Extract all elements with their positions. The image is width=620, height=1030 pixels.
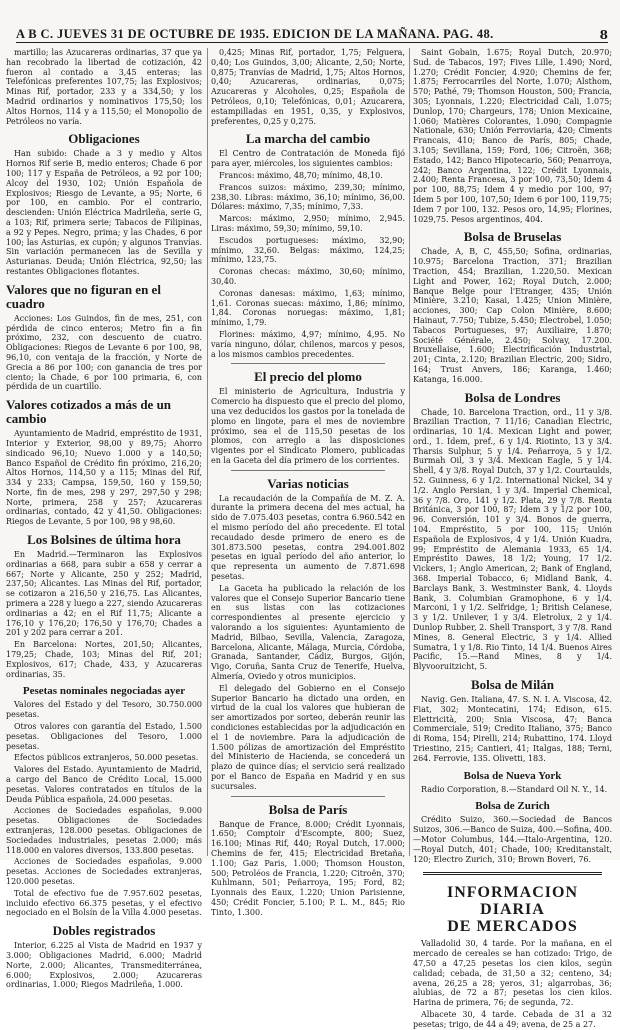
article-text: En Madrid.—Terminaron las Explosivos ordinarias a 668, para subir a 658 y cerrar a 667; Norte y Alicante, 250 y 252; Madrid, 237,50; Alicantes. Las Minas del Rif, portador, se cotizaron a 216,50 y 216,75. Las Alicantes, primera a 228 y luego a 227, siendo Azucareras ordinarias a 42; en el Rif 11,75; Alicante a 176,10 y 176,20; 176,50 y 176,70; Chades a 201 y 202 para cerrar a 201. — [6, 550, 202, 638]
section-heading: Bolsa de Bruselas — [463, 229, 562, 245]
divider — [231, 796, 385, 797]
article-text: La recaudación de la Compañía de M. Z. A. durante la primera decena del mes actual, ha sido de 7.075.403 pesetas, contra 6.960.542 en el mismo período del año precedente. El total recaudado desde primero de enero es de 301.873.500 pesetas, contra 294.001.802 pesetas en igual período del año anterior, lo que representa un aumento de 7.871.698 pesetas. — [211, 493, 405, 582]
article-text: Valores del Estado y del Tesoro, 30.750.000 pesetas. — [6, 700, 202, 720]
article-text: Albacete 30, 4 tarde. Cebada de 31 a 32 pesetas; trigo, de 44 a 49; avena, de 25 a 27. — [413, 1009, 612, 1029]
article-text: Chade, 10. Barcelona Traction, ord., 11 y 3/8. Brazilian Traction, 7 11/16; Canadian Electric, ordinarias, 10 1/4. Mexican Light and power, ord., 1. Ídem, pref., 6 y 1/4. Riotinto, 13 y 3/4. Tharsis Sulphur, 5 y 1/4. Peñarroya, 5 y 1/2. Burmah Oil, 3 y 3/4. Mexican Eagle, 5 y 1/4. Shell, 4 y 3/8. Royal Dutch, 37 y 1/2. Courtaulds, 52. Guinness, 6 y 1/2. International Nickel, 34 y 1/2. Anglo Persian, 1 y 3/4. Imperial Chemical, 36 y 7/8. Oro, 141 y 1/2. Plata, 29 y 7/8. Renta Británica, 3 por 100, 87; Idem 3 y 1/2 por 100, 96. Conversión, 101 y 3/4. Bonos de guerra, 104. Empréstito, 5 por 100, 115; Unión Española de Explosivos, 4 y 1/4. Unión Kuadra, 99; Empréstito de Alemania 1933, 65 1/4. Empréstito Dawes, 18 1/2; Young, 17 1/2. Vickers, 1; Anglo American, 2; Bank of England, 368. Imperial Tobacco, 6; Midland Bank, 4. Barclays Bank, 3. Westminster Bank, 4. Lloyds Bank, 3. Columbian Gramophone, 6 y 1/4. Marconi, 1 y 1/2. Selfridge, 1; British Celanese, 3 y 1/2. Unilever, 1 y 3/4. Eletrolux, 2 y 1/4. Dunlop Rubber, 2. Shell Transport, 3 y 7/8. Rand Mines, 8. General Electric, 3 y 1/4. Allied Sumatra, 1 y 1/8. Rio Tinto, 14 1/4. Buenos Aires Pacific, 15.—Rand Mines, 8 y 1/4. Blyvooruitzicht, 5. — [413, 407, 612, 672]
section-heading: Bolsa de Zurich — [475, 800, 550, 813]
column-rule — [409, 48, 410, 856]
section-heading: Dobles registrados — [52, 923, 156, 939]
section-heading: Bolsa de Nueva York — [463, 769, 562, 782]
article-text: Francos: máximo, 48,70; mínimo, 48,10. — [219, 170, 383, 180]
article-text: Crédito Suizo, 360.—Sociedad de Bancos Suizos, 306.—Banco de Suiza, 400.—Sofina, 400.—Motor Columbus, 144.—Italo-Argentina, 120.—Royal Dutch, 401; Chade, 100; Kreditanstalt, 120; Electro Zurich, 310; Brown Boveri, 76. — [413, 815, 612, 864]
section-heading: Bolsa de París — [268, 801, 348, 817]
article-text: En Barcelona: Nortes, 201,50; Alicantes, 179,25; Chade, 103; Minas del Rif, 201; Explosivos, 617; Chade, 433, y Azucareras ordinarias, 35. — [6, 640, 202, 679]
masthead-line-1: INFORMACION DIARIA — [447, 884, 578, 919]
page-header — [16, 20, 608, 43]
article-text: La Gaceta ha publicado la relación de los valores que el Consejo Superior Bancario tiene en sus listas con las cotizaciones correspondientes al presente ejercicio y valorando a los siguientes: Ayuntamiento de Madrid, Bilbao, Sevilla, Valencia, Zaragoza, Barcelona, Alicante, Málaga, Murcia, Córdoba, Granada, Santander, Cádiz, Burgos, Gijón, Vigo, Coruña, Santa Cruz de Tenerife, Huelva, Almería, Oviedo y otros municipios. — [211, 583, 405, 682]
article-text: Radio Corporation, 8.—Standard Oil N. Y., 14. — [421, 784, 608, 794]
article-text: Florines: máximo, 4,97; mínimo, 4,95. No varía ninguno, dólar, chilenos, marcos y pesos, a los mismos cambios precedentes. — [211, 329, 405, 359]
section-heading: Pesetas nominales negociadas ayer — [22, 685, 186, 698]
section-heading: Valores que no figuran en el cuadro — [6, 281, 161, 311]
article-text: Acciones de Sociedades españolas, 9.000 pesetas. Obligaciones de Sociedades extranjeras, 128.000 pesetas. Obligaciones de Sociedades industriales, pesetas 2.000; más 118.000 en valores diversos, 133.800 pesetas. — [6, 806, 202, 855]
article-text: Han subido: Chade a 3 y medio y Altos Hornos Rif serie B, medio enteros; Chade 6 por 100; 117 y España de Petróleos, a 92 por 100; Alcoy del 1930, 102; Unión Española de Explosivos; Riesgo de Levante, a 95; Norte, 6 por 100, en cambio. Por el contrario, descienden: Unión Eléctrica Madrileña, serie G, a 103; Rif, primera serie; Tabacos de Filipinas, a 92 y Pepes. Negro, prima; y las Chades, 6 por 100; las Asturias, ex cupón; y algunos Tranvías. Sin variación permanecen las de Sevilla y Asturianas. Deuda; Unión Eléctrica, 92,50; las restantes Obligaciones flotantes. — [6, 149, 202, 276]
section-heading: El precio del plomo — [254, 369, 362, 385]
article-text: El Centro de Contratación de Moneda fijó para ayer, miércoles, los siguientes cambios: — [211, 149, 405, 169]
article-text: Efectos públicos extranjeros, 50.000 pesetas. — [14, 753, 199, 763]
article-text: Acciones: Los Guindos, fin de mes, 251, con pérdida de cinco enteros; Metro fin a fin próximo, 232, con descuento de cuatro. Obligaciones: Riegos de Levante 6 por 100, 98, 96,10, con ventaja de la fracción, y Norte de Grecia a 86 por 100; con ganancia de tres por ciento; la Chade, 6 por 100 primaria, 6, con pérdida de un cuartillo. — [6, 313, 202, 392]
article-text: Chade, A, B, C, 455,50; Sofina, ordinarias, 10.975; Barcelona Traction, 371; Brazilian Traction, 454; Brazilian, 1.220,50. Mexican Light and Power, 162; Royal Dutch, 2.000; Banque Belge pour l'Etranger, 435; Unión Minière, 3.210; Kasai, 1.425; Union Minière, acciones, 300; Cap Colon Minière, 8.600; Hainaut, 7.750; Tubize, 5.450; Electrobel, 1.050; Tabacos Portugueses, 97; Auxiliaire, 1.870; Société Générale, 2.450; Solvay, 17.200. Bruxellaise, 1.600; Electrificación Industrial, 201; Cinta, 2.120; Brazilian Electric, 200; Sidro, 164; Trust Anvers, 186; Karanga, 1.460; Katanga, 16.000. — [413, 247, 612, 384]
article-text: Otros valores con garantía del Estado, 1.500 pesetas. Obligaciones del Tesoro, 1.000 pesetas. — [6, 722, 202, 751]
article-text: El delegado del Gobierno en el Consejo Superior Bancario ha dictado una orden, en virtud de la cual los valores que hubieran de ser amortizados por sorteo, deberán reunir las condiciones establecidas por la adjudicación en el 1 de noviembre. Para la adjudicación de 1.500 pólizas de amortización del Empréstito del Ministerio de Hacienda, se concederá un plazo de quince días; el servicio será realizado por el Banco de España en Madrid y en sus sucursales. — [211, 683, 405, 791]
column-3 — [413, 48, 612, 1029]
divider — [231, 470, 385, 471]
article-text: Coronas danesas: máximo, 1,63; mínimo, 1,61. Coronas suecas: máximo, 1,86; mínimo, 1,84. Coronas noruegas: máximo, 1,81; mínimo, 1,79. — [211, 288, 405, 328]
article-text: Total de efectivo fue de 7.957.602 pesetas, incluido efectivo 66.375 pesetas, y el efectivo negociado en el Bolsín de la Villa 4.000 pesetas. — [6, 888, 202, 918]
market-masthead — [413, 872, 612, 935]
article-text: Escudos portugueses: máximo, 32,90; mínimo, 32,60. Belgas: máximo, 124,25; mínimo, 123,75. — [211, 235, 405, 265]
section-heading: Bolsa de Milán — [470, 677, 555, 693]
section-heading: Obligaciones — [68, 131, 140, 147]
article-text: Coronas checas: máximo, 30,60; mínimo, 30,40. — [211, 267, 405, 286]
article-text: Valladolid 30, 4 tarde. Por la mañana, en el mercado de cereales se han cotizado: Trigo, de 47,50 a 47,25 pesetas los cien kilos, según calidad; cebada, de 31,50 a 32; centeno, 34; avena, 26,25 a 28; yeros, 31; algarrobas, 36; alubias, de 72 a 87; pesetas los cien kilos. Harina de primera, 76; de segunda, 72. — [413, 939, 612, 1008]
page-number: 8 — [599, 28, 608, 42]
article-text: Acciones de Sociedades españolas, 9.000 pesetas. Acciones de Sociedades extranjeras, 120.000 pesetas. — [6, 857, 202, 886]
column-1 — [6, 48, 202, 990]
article-text: Valores del Estado. Ayuntamiento de Madrid, a cargo del Banco de Crédito Local, 15.000 pesetas. Valores contratados en títulos de la Deuda Pública española, 24.000 pesetas. — [6, 765, 202, 804]
column-2 — [211, 48, 405, 917]
section-heading: Bolsa de Londres — [464, 389, 561, 405]
section-heading: Varias noticias — [267, 475, 349, 491]
article-text: Francos suizos: máximo, 239,30; mínimo, 238,30. Libras: máximo, 36,10; mínimo, 36,00. Dólares: máximo, 7,35; mínimo, 7,33. — [211, 182, 405, 212]
article-text: Ayuntamiento de Madrid, empréstito de 1931, Interior y Exterior, 98,00 y 89,75; Ahorro sindicado 96,10; Nuevo 1.000 y a 140,50; Banco Español de Crédito fin próximo, 216,20; Altos Hornos, 114,50 y a 115; Minas del Rif, 334 y 233; Campsa, 159,50, 160 y 159,50; Norte, fin de mes, 298 y 297, 297,50 y 298; Norte, primera, 258 y 257; Azucareras ordinarias, contado, 42 y 41,50. Obligaciones: Riegos de Levante, 5 por 100, 98 y 98,60. — [6, 429, 202, 527]
article-text: Interior, 6.225 al Vista de Madrid en 1937 y 3.000; Obligaciones Madrid, 6.000; Madrid Norte, 2.000; Alicantes, Transmediterránea, 6.000; Explosivos, 2.000; Azucareras ordinarias, 1.000; Riegos Madrileña, 1.000. — [6, 941, 202, 990]
section-heading: Los Bolsines de última hora — [27, 532, 181, 548]
columns — [6, 48, 614, 1029]
header-title: A B C. JUEVES 31 DE OCTUBRE DE 1935. EDICION DE LA MAÑANA. PAG. 48. — [16, 27, 494, 41]
article-text: Banque de France, 8.000; Crédit Lyonnais, 1.650; Comptoir d'Escompte, 800; Suez, 16.100; Minas Rif, 440; Royal Dutch, 17.000; Chemins de fer, 415; Electricidad Bretaña, 1.100; Gaz Paris, 1.000; Thomson Houston, 500; Petroléos de Francia, 1.220; Citroën, 370; Kuhlmann, 501; Peñarroya, 195; Ford, 82; Lyonnais des Eaux, 1.220; Union Parisienne, 450; Crédit Foncier, 5.100; P. L. M., 845; Rio Tinto, 1.300. — [211, 819, 405, 917]
article-text: 0,425; Minas Rif, portador, 1,75; Felguera, 0,40; Los Guindos, 3,00; Alicante, 2,50; Norte, 0,875; Tranvías de Madrid, 1,75; Altos Hornos, 0,40; Azucareras, ordinarias, 0,075; Azucareras y Alcoholes, 0,25; Española de Petróleos, 0,10; Telefónicas, 0,01; Azucarera, estampilladas en 1951, 0,35, y Explosivos, preferentes, 0,25 y 0,275. — [211, 48, 405, 126]
section-heading: La marcha del cambio — [245, 131, 371, 147]
ornament-rule — [423, 872, 602, 881]
divider — [231, 363, 385, 364]
column-rule — [207, 48, 208, 856]
article-text: El ministerio de Agricultura, Industria y Comercio ha dispuesto que el precio del plomo, una vez deducidos los gastos por la tonelada de plomo en lingote, para el mes de noviembre próximo, sea el de 115,50 pesetas de los plomos, con arreglo a las disposiciones vigentes por el Sindicato Plomero, publicadas en la Gaceta del día primero de los corrientes. — [211, 387, 405, 465]
masthead-line-2: DE MERCADOS — [447, 918, 578, 936]
section-heading: Valores cotizados a más de un cambio — [6, 397, 172, 427]
article-text: martillo; las Azucareras ordinarias, 37 que ya han recobrado la libertad de cotización, 42 fueron al contado a 3,45 enteras; las Telefónicas preferentes 107,75; las Explosivos; Minas Rif, portador, 233 y a 334,50; y los Madrid ordinarios y nominativos 175,50; los Altos Hornos, 114 y a 115,50; el Monopolio de Petróleos no varía. — [6, 48, 202, 126]
article-text: Navig. Gen. Italiana, 47. S. N. I. A. Viscosa, 42. Fiat, 302; Montecatini, 174; Edison, 615. Elettricità, 200; Snia Viscosa, 47; Banca Commerciale, 519; Credito Italiano, 375; Banco di Roma, 154; Pirelli, 214; Rubattino, 174. Lloyd Triestino, 215; Cantieri, 41; Italgas, 188; Terni, 264. Ferrovie, 135. Olivetti, 183. — [413, 695, 612, 763]
article-text: Saint Gobain, 1.675; Royal Dutch, 20.970; Sud. de Tabacos, 197; Fives Lille, 1.490; Nord, 1.270; Crédit Foncier, 4.920; Chemins de fer, 1.875; Ferrocarriles del Norte, 1.070; Alsthom, 570; Pathé, 79; Thomson Houston, 500; Francia, 305; Lyonnais, 1.220; Electricidad Cali, 1.075; Dunlop, 170; Chargeurs, 178; Union Mexicaine, 1.060; Matières Colorantes, 1.090; Compagnie Nationale, 630; Unión Ferroviaria, 420; Ciments Francais, 410; Banco de París, 805; Chade, 3.105; Sevillana, 159; Ford, 106; Citroën, 368; Estado, 142; Banco Hipotecario, 560; Penarroya, 242; Banco Argentina, 122; Crédit Lyonnais, 2.400; Renta Francesa, 3 por 100, 73,50; Idem 4 por 100, 88,75; Idem 4 y medio por 100, 97; Idem 5 por 100, 107,50; Idem 6 por 100, 119,75; Idem 7 por 100, 132. Pesos oro, 14,95; Florines, 1029,75. Pesos argentinos, 404. — [413, 48, 612, 224]
article-text: Marcos: máximo, 2,950; mínimo, 2,945. Liras: máximo, 59,30; mínimo, 59,10. — [211, 214, 405, 233]
